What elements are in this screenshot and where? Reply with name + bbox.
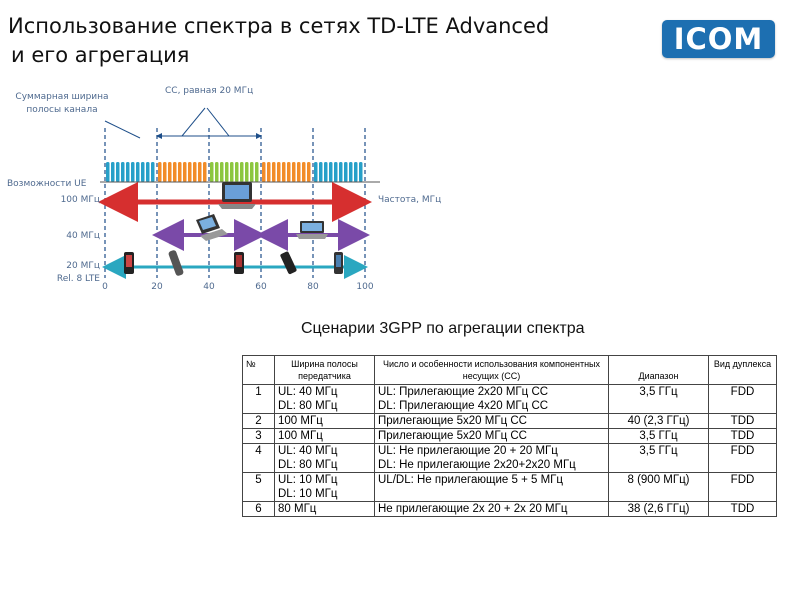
subcarrier — [210, 162, 214, 182]
table-row — [243, 414, 777, 429]
scenarios-table — [242, 355, 777, 517]
subcarrier — [349, 162, 353, 182]
subcarrier — [111, 162, 115, 182]
axis-tick-60: 60 — [255, 282, 267, 292]
row-label-20: 20 МГц Rel. 8 LTE — [56, 261, 100, 284]
row-number: 5 — [243, 473, 275, 502]
slide-title-line-2: и его агрегация — [11, 43, 190, 67]
axis-tick-40: 40 — [203, 282, 215, 292]
subcarrier — [235, 162, 239, 182]
header-number: № — [243, 356, 275, 385]
subcarrier — [292, 162, 296, 182]
subcarrier — [230, 162, 234, 182]
row-carriers: UL: Прилегающие 2x20 МГц CC DL: Прилегающие 4x20 МГц CC — [375, 385, 609, 414]
subcarrier — [131, 162, 135, 182]
subcarrier — [240, 162, 244, 182]
axis-tick-20: 20 — [151, 282, 163, 292]
header-bandwidth: Ширина полосы передатчика — [275, 356, 375, 385]
row-carriers: Прилегающие 5x20 МГц CC — [375, 429, 609, 444]
row-bandwidth: UL: 40 МГц DL: 80 МГц — [275, 385, 375, 414]
subcarrier — [277, 162, 281, 182]
subcarrier — [287, 162, 291, 182]
row-band: 3,5 ГГц — [609, 444, 709, 473]
subcarrier — [151, 162, 155, 182]
subcarrier — [215, 162, 219, 182]
row-number: 3 — [243, 429, 275, 444]
header-carriers: Число и особенности использования компонентных несущих (CC) — [375, 356, 609, 385]
subcarrier — [141, 162, 145, 182]
subcarrier — [193, 162, 197, 182]
row-duplex: FDD — [709, 385, 777, 414]
subcarrier — [198, 162, 202, 182]
cc-label: СС, равная 20 МГц — [165, 86, 254, 96]
subcarrier — [272, 162, 276, 182]
slide-title — [8, 12, 549, 70]
subcarrier — [307, 162, 311, 182]
row-bandwidth: 100 МГц — [275, 429, 375, 444]
subcarrier — [173, 162, 177, 182]
icom-logo-text: ICOM — [673, 22, 764, 56]
subcarrier — [255, 162, 259, 182]
row-carriers: UL/DL: Не прилегающие 5 + 5 МГц — [375, 473, 609, 502]
header-band: Диапазон — [609, 356, 709, 385]
axis-tick-80: 80 — [307, 282, 319, 292]
row-band: 3,5 ГГц — [609, 385, 709, 414]
row-band: 40 (2,3 ГГц) — [609, 414, 709, 429]
subcarrier — [188, 162, 192, 182]
subcarrier — [334, 162, 338, 182]
icom-logo — [662, 20, 775, 58]
subcarrier — [121, 162, 125, 182]
row-bandwidth: 80 МГц — [275, 502, 375, 517]
row-duplex: TDD — [709, 429, 777, 444]
subcarrier — [225, 162, 229, 182]
subcarrier — [178, 162, 182, 182]
table-row — [243, 502, 777, 517]
row-carriers: UL: Не прилегающие 20 + 20 МГц DL: Не прилегающие 2x20+2x20 МГц — [375, 444, 609, 473]
laptop-icon — [296, 221, 328, 239]
subcarrier — [203, 162, 207, 182]
table-caption: Сценарии 3GPP по агрегации спектра — [301, 320, 585, 337]
row-duplex: FDD — [709, 473, 777, 502]
subcarrier — [302, 162, 306, 182]
row-bandwidth: UL: 40 МГц DL: 80 МГц — [275, 444, 375, 473]
laptop-icon — [218, 182, 256, 209]
subcarrier — [282, 162, 286, 182]
subcarrier — [168, 162, 172, 182]
subcarrier — [267, 162, 271, 182]
subcarrier — [245, 162, 249, 182]
spectrum-carriers — [106, 162, 363, 182]
row-carriers: Прилегающие 5x20 МГц CC — [375, 414, 609, 429]
row-bandwidth: UL: 10 МГц DL: 10 МГц — [275, 473, 375, 502]
row-duplex: TDD — [709, 502, 777, 517]
row-number: 1 — [243, 385, 275, 414]
row-label-100: 100 МГц — [60, 195, 100, 205]
subcarrier — [324, 162, 328, 182]
row-number: 6 — [243, 502, 275, 517]
table-header-row — [243, 356, 777, 385]
axis-tick-0: 0 — [102, 282, 108, 292]
ue-capabilities-label: Возможности UE — [7, 179, 87, 189]
row-duplex: TDD — [709, 414, 777, 429]
subcarrier — [220, 162, 224, 182]
row-label-40: 40 МГц — [66, 231, 100, 241]
total-bandwidth-label: Суммарная ширина полосы канала — [15, 92, 109, 115]
row-number: 2 — [243, 414, 275, 429]
frequency-label: Частота, МГц — [378, 195, 442, 205]
table-row — [243, 444, 777, 473]
subcarrier — [297, 162, 301, 182]
row-duplex: FDD — [709, 444, 777, 473]
subcarrier — [250, 162, 254, 182]
subcarrier — [136, 162, 140, 182]
subcarrier — [126, 162, 130, 182]
subcarrier — [146, 162, 150, 182]
subcarrier — [339, 162, 343, 182]
row-band: 38 (2,6 ГГц) — [609, 502, 709, 517]
subcarrier — [106, 162, 110, 182]
row-bandwidth: 100 МГц — [275, 414, 375, 429]
row-carriers: Не прилегающие 2x 20 + 2x 20 МГц — [375, 502, 609, 517]
table-row — [243, 429, 777, 444]
row-number: 4 — [243, 444, 275, 473]
row-band: 8 (900 МГц) — [609, 473, 709, 502]
subcarrier — [329, 162, 333, 182]
table-row — [243, 385, 777, 414]
subcarrier — [359, 162, 363, 182]
spectrum-aggregation-diagram — [0, 78, 470, 308]
subcarrier — [163, 162, 167, 182]
subcarrier — [262, 162, 266, 182]
subcarrier — [319, 162, 323, 182]
row-band: 3,5 ГГц — [609, 429, 709, 444]
subcarrier — [158, 162, 162, 182]
table-row — [243, 473, 777, 502]
subcarrier — [344, 162, 348, 182]
subcarrier — [116, 162, 120, 182]
axis-tick-100: 100 — [356, 282, 374, 292]
subcarrier — [183, 162, 187, 182]
subcarrier — [354, 162, 358, 182]
subcarrier — [314, 162, 318, 182]
header-duplex: Вид дуплекса — [709, 356, 777, 385]
slide-title-line-1: Использование спектра в сетях TD-LTE Advanced — [8, 14, 550, 38]
